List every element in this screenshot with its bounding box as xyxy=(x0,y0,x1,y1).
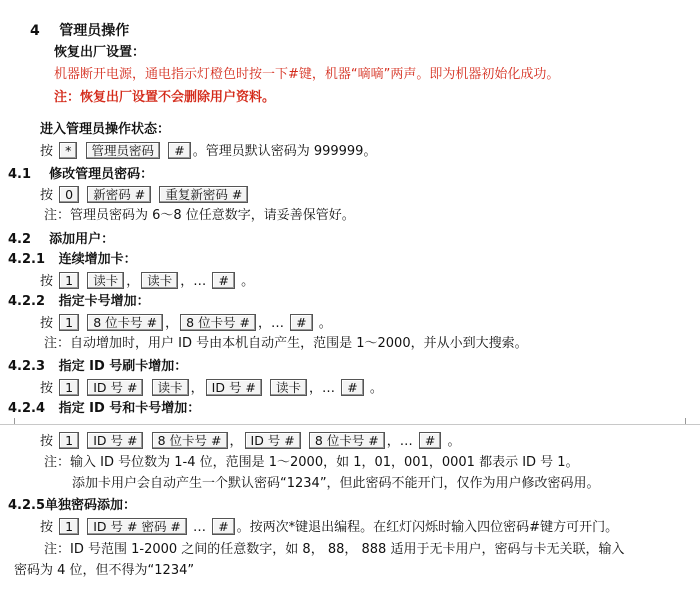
section-heading xyxy=(30,22,129,40)
section-title: 管理员操作 xyxy=(59,23,130,39)
key-1: 1 xyxy=(59,432,79,449)
section-title: 单独密码添加： xyxy=(45,498,137,513)
section-4-2-5-note-2: 密码为 4 位，但不得为“1234” xyxy=(14,563,195,578)
key-0: 0 xyxy=(59,186,79,203)
section-4-2-3-heading xyxy=(8,358,187,376)
section-number: 4.2.1 xyxy=(8,252,46,267)
enter-admin-line xyxy=(40,142,376,161)
period: 。 xyxy=(318,316,332,331)
period: 。 xyxy=(369,381,383,396)
key-8-digit-card: 8 位卡号 # xyxy=(87,314,163,331)
period: 。 xyxy=(241,274,255,289)
factory-reset-text: 机器断开电源，通电指示灯橙色时按一下#键，机器“嘀嘀”两声。即为机器初始化成功。 xyxy=(54,67,560,82)
ellipsis: ，… xyxy=(258,316,285,331)
section-4-1-note: 注：管理员密码为 6～8 位任意数字，请妥善保管好。 xyxy=(44,208,355,223)
key-hash: # xyxy=(212,518,234,535)
key-hash: # xyxy=(212,272,234,289)
section-title: 指定卡号增加： xyxy=(58,294,150,309)
section-title: 指定 ID 号和卡号增加： xyxy=(58,401,201,416)
key-8-digit-card: 8 位卡号 # xyxy=(309,432,385,449)
key-repeat-password: 重复新密码 # xyxy=(159,186,248,203)
section-number: 4.2.4 xyxy=(8,401,46,416)
section-4-2-2-heading xyxy=(8,293,150,311)
key-id-number: ID 号 # xyxy=(206,379,262,396)
section-title: 连续增加卡： xyxy=(58,252,137,267)
section-title: 添加用户： xyxy=(49,232,115,247)
key-hash: # xyxy=(419,432,441,449)
section-4-2-4-note: 注：输入 ID 号位数为 1-4 位，范围是 1～2000，如 1，01，001，0001 都表示 ID 号 1。 xyxy=(44,455,579,470)
press-word: 按 xyxy=(40,188,54,203)
section-4-2-5-text: 。按两次*键退出编程。在红灯闪烁时输入四位密码#键方可开门。 xyxy=(236,520,619,535)
enter-admin-title: 进入管理员操作状态： xyxy=(40,122,171,137)
key-read-card: 读卡 xyxy=(141,272,178,289)
key-1: 1 xyxy=(59,379,79,396)
section-title: 修改管理员密码： xyxy=(49,167,154,182)
section-number: 4.2.5 xyxy=(8,498,46,513)
press-word: 按 xyxy=(40,520,54,535)
key-new-password: 新密码 # xyxy=(87,186,151,203)
press-word: 按 xyxy=(40,434,54,449)
key-admin-password: 管理员密码 xyxy=(86,142,161,159)
key-8-digit-card: 8 位卡号 # xyxy=(152,432,228,449)
page-break xyxy=(0,424,700,425)
key-hash: # xyxy=(341,379,363,396)
ellipsis: ，… xyxy=(386,434,413,449)
section-4-2-4-keys xyxy=(40,432,461,451)
section-4-2-5-note: 注：ID 号范围 1-2000 之间的任意数字，如 8， 88， 888 适用于无卡用户，密码与卡无关联，输入 xyxy=(44,542,625,557)
key-star: * xyxy=(59,142,77,159)
separator: ， xyxy=(165,316,179,331)
section-4-2-3-keys xyxy=(40,379,383,398)
section-4-2-4-heading xyxy=(8,400,200,418)
section-number: 4.1 xyxy=(8,167,32,182)
key-id-number: ID 号 # xyxy=(245,432,301,449)
key-id-password: ID 号 # 密码 # xyxy=(87,518,187,535)
press-word: 按 xyxy=(40,274,54,289)
press-word: 按 xyxy=(40,381,54,396)
press-word: 按 xyxy=(40,144,54,159)
section-4-2-heading xyxy=(8,231,114,249)
press-word: 按 xyxy=(40,316,54,331)
separator: ， xyxy=(126,274,140,289)
section-4-2-1-keys xyxy=(40,272,254,291)
section-title: 指定 ID 号刷卡增加： xyxy=(58,359,188,374)
key-hash: # xyxy=(168,142,190,159)
ellipsis: ，… xyxy=(309,381,336,396)
section-4-1-keys xyxy=(40,186,250,205)
ellipsis: … xyxy=(193,520,207,535)
section-4-2-5-keys xyxy=(40,518,618,537)
section-4-2-5-heading xyxy=(8,497,136,515)
enter-admin-text: 。管理员默认密码为 999999。 xyxy=(192,144,377,159)
section-4-2-2-note: 注：自动增加时，用户 ID 号由本机自动产生，范围是 1～2000，并从小到大搜索。 xyxy=(44,336,528,351)
factory-reset-note: 注：恢复出厂设置不会删除用户资料。 xyxy=(54,90,276,105)
section-4-1-heading xyxy=(8,166,153,184)
section-number: 4.2 xyxy=(8,232,32,247)
key-read-card: 读卡 xyxy=(87,272,124,289)
key-1: 1 xyxy=(59,518,79,535)
section-number: 4 xyxy=(30,23,40,39)
key-hash: # xyxy=(290,314,312,331)
section-4-2-2-keys xyxy=(40,314,332,333)
section-number: 4.2.2 xyxy=(8,294,46,309)
key-8-digit-card: 8 位卡号 # xyxy=(180,314,256,331)
section-number: 4.2.3 xyxy=(8,359,46,374)
key-id-number: ID 号 # xyxy=(87,432,143,449)
section-4-2-4-note-2: 添加卡用户会自动产生一个默认密码“1234”，但此密码不能开门，仅作为用户修改密码用。 xyxy=(72,476,600,491)
factory-reset-title: 恢复出厂设置： xyxy=(54,45,146,60)
key-id-number: ID 号 # xyxy=(87,379,143,396)
section-4-2-1-heading xyxy=(8,251,137,269)
ellipsis: ，… xyxy=(180,274,207,289)
period: 。 xyxy=(447,434,461,449)
separator: ， xyxy=(229,434,243,449)
key-1: 1 xyxy=(59,272,79,289)
key-read-card: 读卡 xyxy=(152,379,189,396)
key-1: 1 xyxy=(59,314,79,331)
separator: ， xyxy=(190,381,204,396)
key-read-card: 读卡 xyxy=(270,379,307,396)
